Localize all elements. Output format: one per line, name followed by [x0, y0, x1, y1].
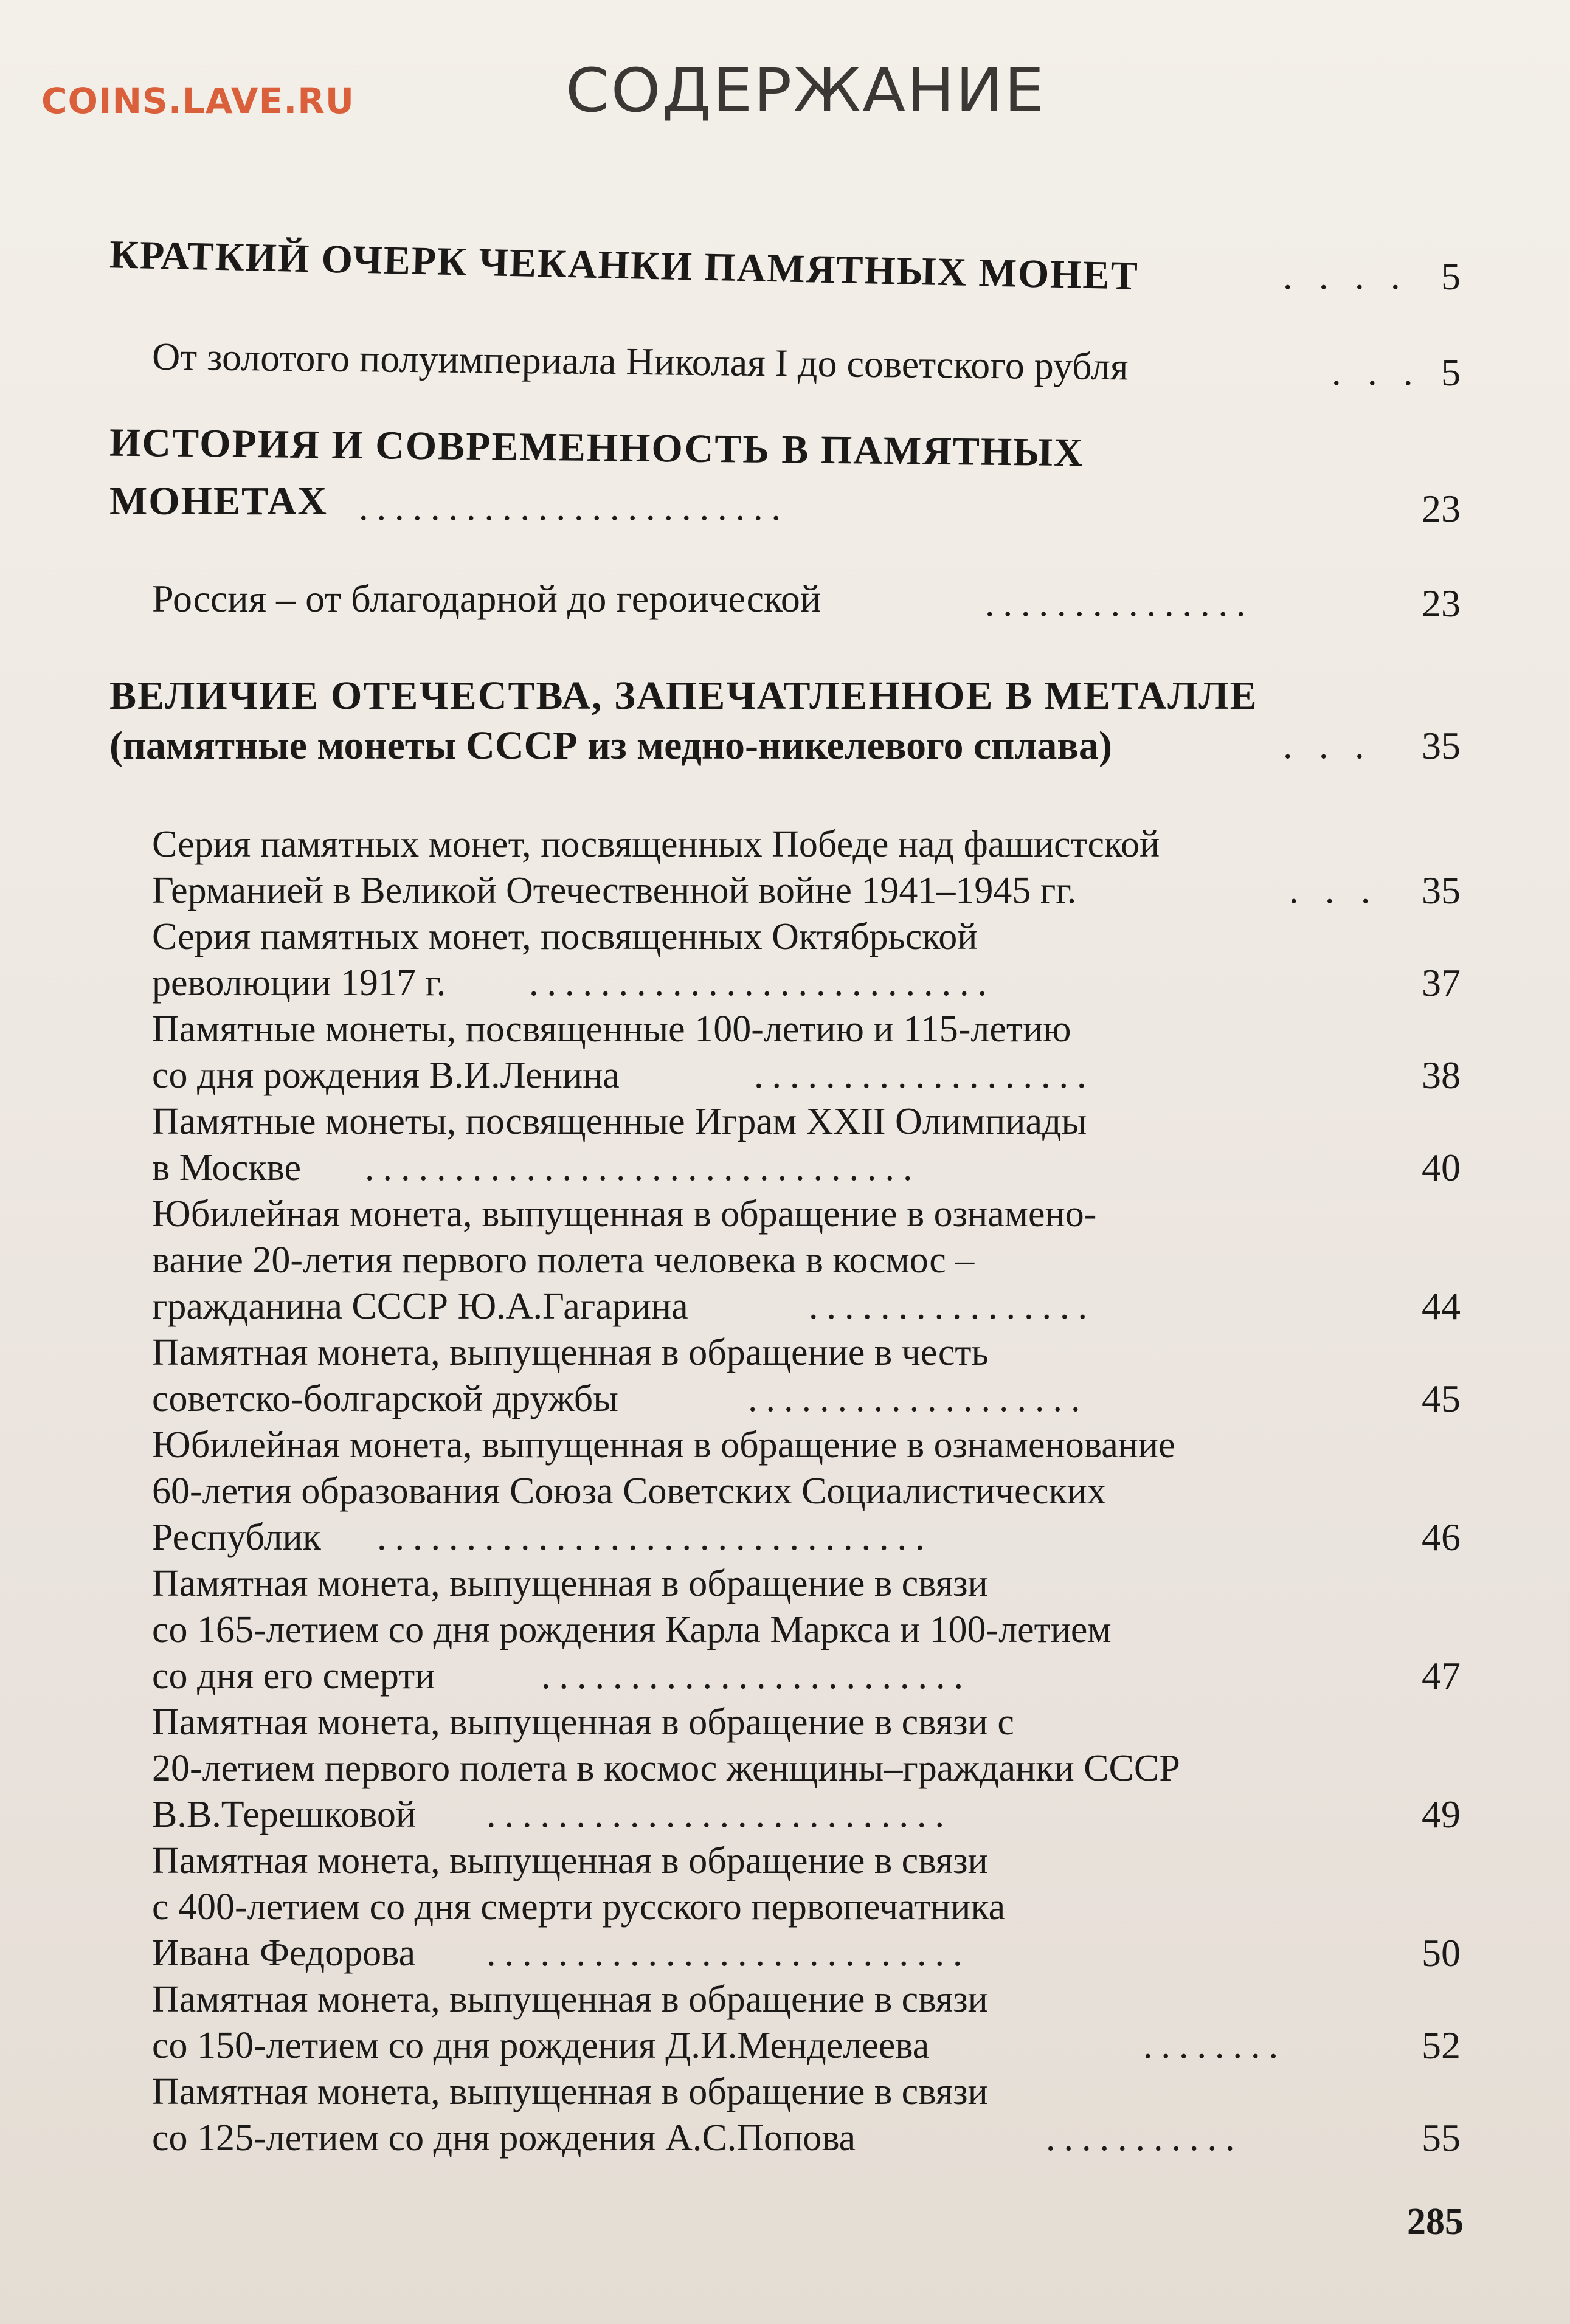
toc-entry-title-cont: с 400-летием со дня смерти русского первопечатника — [152, 1886, 1006, 1928]
toc-leader: ................... — [748, 1378, 1089, 1419]
toc-page-number: 49 — [1422, 1793, 1461, 1836]
toc-page-number: 44 — [1422, 1284, 1461, 1328]
toc-section-subtitle: (памятные монеты СССР из медно-никелевого сплава) — [109, 723, 1112, 768]
toc-entry-title-cont: В.В.Терешковой — [152, 1794, 416, 1835]
toc-entry-title: Серия памятных монет, посвященных Октябрьской — [152, 916, 978, 957]
toc-entry-title: Памятная монета, выпущенная в обращение в честь — [152, 1332, 989, 1373]
toc-leader: ............... — [985, 583, 1254, 624]
toc-entry-title: Памятная монета, выпущенная в обращение в связи — [152, 1979, 988, 2020]
toc-entry-title-cont: вание 20-летия первого полета человека в космос – — [152, 1240, 975, 1281]
toc-page-number: 45 — [1422, 1377, 1461, 1420]
toc-page-number: 35 — [1422, 869, 1461, 912]
toc-leader: ........................... — [486, 1933, 971, 1974]
toc-page-number: 47 — [1422, 1654, 1461, 1697]
toc-page-number: 52 — [1422, 2024, 1461, 2067]
toc-page-number: 50 — [1422, 1931, 1461, 1974]
toc-leader: ........ — [1143, 2025, 1287, 2066]
toc-leader: . . . — [1289, 870, 1379, 911]
toc-leader: .......................... — [486, 1794, 953, 1835]
toc-leader: . . . — [1332, 352, 1422, 393]
toc-section-title: КРАТКИЙ ОЧЕРК ЧЕКАНКИ ПАМЯТНЫХ МОНЕТ — [109, 232, 1139, 298]
toc-section-title: ИСТОРИЯ И СОВРЕМЕННОСТЬ В ПАМЯТНЫХ — [109, 420, 1085, 475]
toc-leader: ............................... — [365, 1147, 921, 1188]
toc-page-number: 35 — [1422, 724, 1461, 767]
toc-entry-title: Памятная монета, выпущенная в обращение в связи — [152, 1840, 988, 1881]
toc-entry-title: Юбилейная монета, выпущенная в обращение в ознамено- — [152, 1193, 1097, 1235]
toc-leader: ........................ — [541, 1655, 972, 1697]
toc-page-number: 5 — [1441, 351, 1461, 394]
toc-entry-title-cont: Республик — [152, 1517, 321, 1558]
toc-leader: .......................... — [529, 962, 995, 1004]
toc-entry-title-cont: революции 1917 г. — [152, 962, 446, 1004]
toc-entry-title-cont: Ивана Федорова — [152, 1933, 416, 1974]
toc-entry-title-cont: в Москве — [152, 1147, 301, 1188]
toc-page-number: 38 — [1422, 1053, 1461, 1097]
toc-entry-title: Юбилейная монета, выпущенная в обращение в ознаменование — [152, 1424, 1175, 1466]
toc-page-number: 40 — [1422, 1146, 1461, 1189]
watermark-logo: COINS.LAVE.RU — [41, 80, 355, 122]
toc-entry-title: Памятные монеты, посвященные Играм XXII Олимпиады — [152, 1101, 1087, 1142]
page-number-footer: 285 — [1407, 2201, 1464, 2243]
toc-entry-title: Памятная монета, выпущенная в обращение в связи — [152, 1563, 988, 1604]
page-title: СОДЕРЖАНИЕ — [565, 55, 1046, 126]
toc-subsection-title: Россия – от благодарной до героической — [152, 577, 821, 620]
toc-entry-title-cont: Германией в Великой Отечественной войне 1941–1945 гг. — [152, 870, 1077, 911]
toc-entry-title: Памятные монеты, посвященные 100-летию и 115-летию — [152, 1009, 1071, 1050]
toc-entry-title-cont: со дня рождения В.И.Ленина — [152, 1055, 620, 1096]
toc-entry-title-cont: со 125-летием со дня рождения А.С.Попова — [152, 2117, 856, 2159]
toc-entry-title-cont: со 165-летием со дня рождения Карла Маркса и 100-летием — [152, 1609, 1112, 1650]
toc-entry-title-cont: 20-летием первого полета в космос женщины–гражданки СССР — [152, 1748, 1180, 1789]
toc-entry-title: Серия памятных монет, посвященных Победе над фашистской — [152, 824, 1160, 865]
toc-page-number: 5 — [1441, 255, 1461, 298]
toc-subsection-title: От золотого полуимпериала Николая I до советского рубля — [151, 334, 1129, 388]
toc-page-number: 46 — [1422, 1515, 1461, 1559]
toc-leader: . . . . — [1283, 256, 1409, 297]
toc-entry-title-cont: 60-летия образования Союза Советских Социалистических — [152, 1471, 1106, 1512]
toc-page-number: 23 — [1422, 582, 1461, 625]
toc-leader: ................ — [809, 1286, 1096, 1327]
toc-entry-title-cont: советско-болгарской дружбы — [152, 1378, 618, 1419]
toc-entry-title: Памятная монета, выпущенная в обращение в связи с — [152, 1702, 1014, 1743]
toc-page-number: 23 — [1422, 487, 1461, 530]
toc-section-title-cont: МОНЕТАХ — [109, 479, 328, 523]
toc-leader: ........................ — [359, 487, 789, 528]
toc-leader: ................... — [754, 1055, 1095, 1096]
toc-page-number: 37 — [1422, 961, 1461, 1004]
toc-entry-title-cont: со 150-летием со дня рождения Д.И.Менделеева — [152, 2025, 930, 2066]
toc-entry-title: Памятная монета, выпущенная в обращение в связи — [152, 2071, 988, 2112]
toc-entry-title-cont: со дня его смерти — [152, 1655, 435, 1697]
toc-entry-title-cont: гражданина СССР Ю.А.Гагарина — [152, 1286, 688, 1327]
toc-section-title: ВЕЛИЧИЕ ОТЕЧЕСТВА, ЗАПЕЧАТЛЕННОЕ В МЕТАЛЛЕ — [109, 674, 1258, 718]
toc-page-number: 55 — [1422, 2116, 1461, 2159]
toc-leader: ............................... — [377, 1517, 933, 1558]
toc-leader: . . . — [1283, 725, 1373, 767]
toc-leader: ........... — [1046, 2117, 1243, 2159]
